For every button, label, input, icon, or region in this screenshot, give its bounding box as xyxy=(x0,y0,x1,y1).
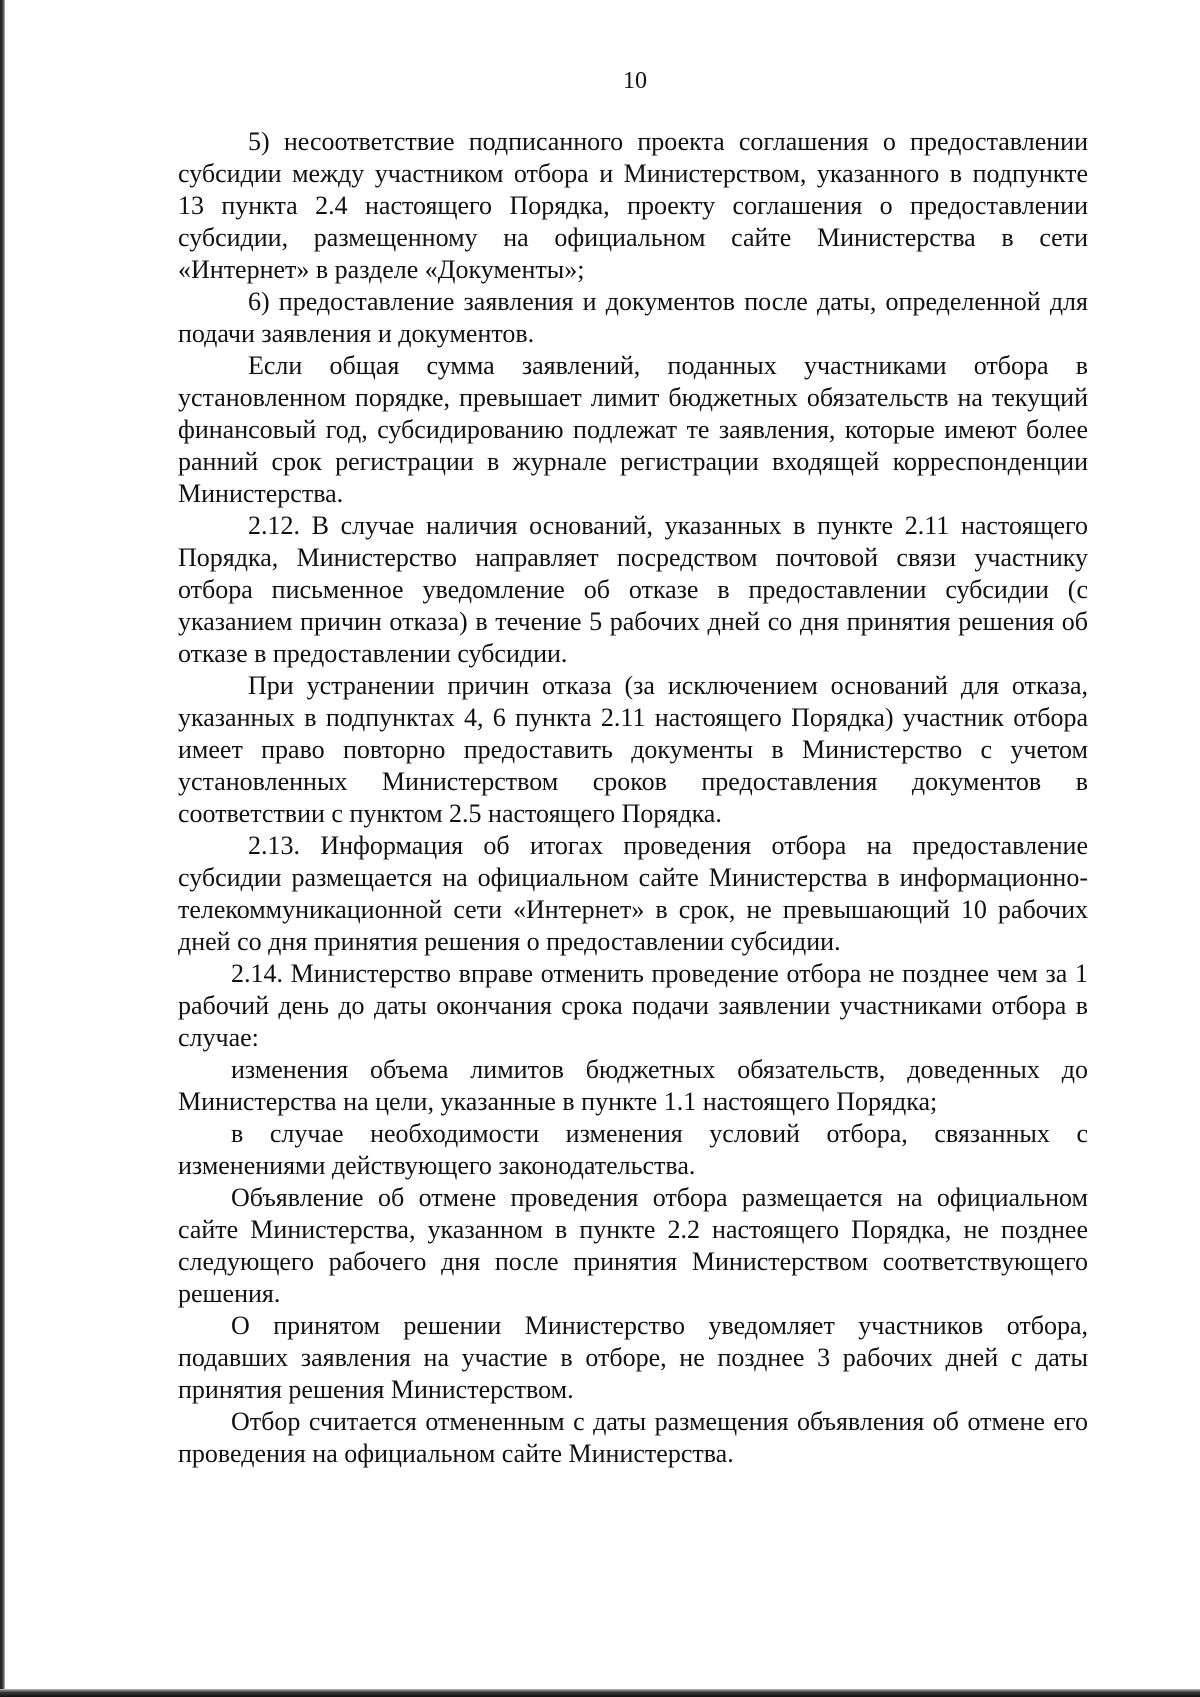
paragraph-2-13: 2.13. Информация об итогах проведения отбора на предоставление субсидии размещается на официальном сайте Министерства в информационно-телекоммуникационной сети «Интернет» в срок, не превышающий 10 рабочих дней со дня принятия решения о предоставлении субсидии. xyxy=(178,831,1088,956)
paragraph-budget-limit: Если общая сумма заявлений, поданных участниками отбора в установленном порядке, превышает лимит бюджетных обязательств на текущий финансовый год, субсидированию подлежат те заявления, которые имеют более ранний срок регистрации в журнале регистрации входящей корреспонденции Министерства. xyxy=(178,351,1088,508)
paragraph-selection-cancelled: Отбор считается отмененным с даты размещения объявления об отмене его проведения на официальном сайте Министерства. xyxy=(178,1407,1088,1468)
paragraph-notify-participants: О принятом решении Министерство уведомляет участников отбора, подавших заявления на участие в отборе, не позднее 3 рабочих дней с даты принятия решения Министерством. xyxy=(178,1311,1088,1404)
paragraph-2-12: 2.12. В случае наличия оснований, указанных в пункте 2.11 настоящего Порядка, Министерство направляет посредством почтовой связи участнику отбора письменное уведомление об отказе в предоставлении субсидии (с указанием причин отказа) в течение 5 рабочих дней со дня принятия решения об отказе в предоставлении субсидии. xyxy=(178,511,1088,668)
paragraph-item-6: 6) предоставление заявления и документов после даты, определенной для подачи заявления и документов. xyxy=(178,287,1088,348)
paragraph-item-5: 5) несоответствие подписанного проекта соглашения о предоставлении субсидии между участником отбора и Министерством, указанного в подпункте 13 пункта 2.4 настоящего Порядка, проекту соглашения о предоставлении субсидии, размещенному на официальном сайте Министерства в сети «Интернет» в разделе «Документы»; xyxy=(178,127,1088,284)
scan-edge-left xyxy=(0,0,5,1697)
paragraph-limits-change: изменения объема лимитов бюджетных обязательств, доведенных до Министерства на цели, указанные в пункте 1.1 настоящего Порядка; xyxy=(178,1055,1088,1116)
paragraph-cancel-announcement: Объявление об отмене проведения отбора размещается на официальном сайте Министерства, указанном в пункте 2.2 настоящего Порядка, не позднее следующего рабочего дня после принятия Министерством соответствующего решения. xyxy=(178,1183,1088,1308)
page-number: 10 xyxy=(623,68,647,94)
paragraph-conditions-change: в случае необходимости изменения условий отбора, связанных с изменениями действующего законодательства. xyxy=(178,1119,1088,1180)
paragraph-refusal-resubmit: При устранении причин отказа (за исключением оснований для отказа, указанных в подпунктах 4, 6 пункта 2.11 настоящего Порядка) участник отбора имеет право повторно предоставить документы в Министерство с учетом установленных Министерством сроков предоставления документов в соответствии с пунктом 2.5 настоящего Порядка. xyxy=(178,671,1088,828)
scan-edge-bottom xyxy=(0,1689,1200,1697)
paragraph-2-14: 2.14. Министерство вправе отменить проведение отбора не позднее чем за 1 рабочий день до даты окончания срока подачи заявлении участниками отбора в случае: xyxy=(178,959,1088,1052)
document-body xyxy=(178,126,1088,1470)
